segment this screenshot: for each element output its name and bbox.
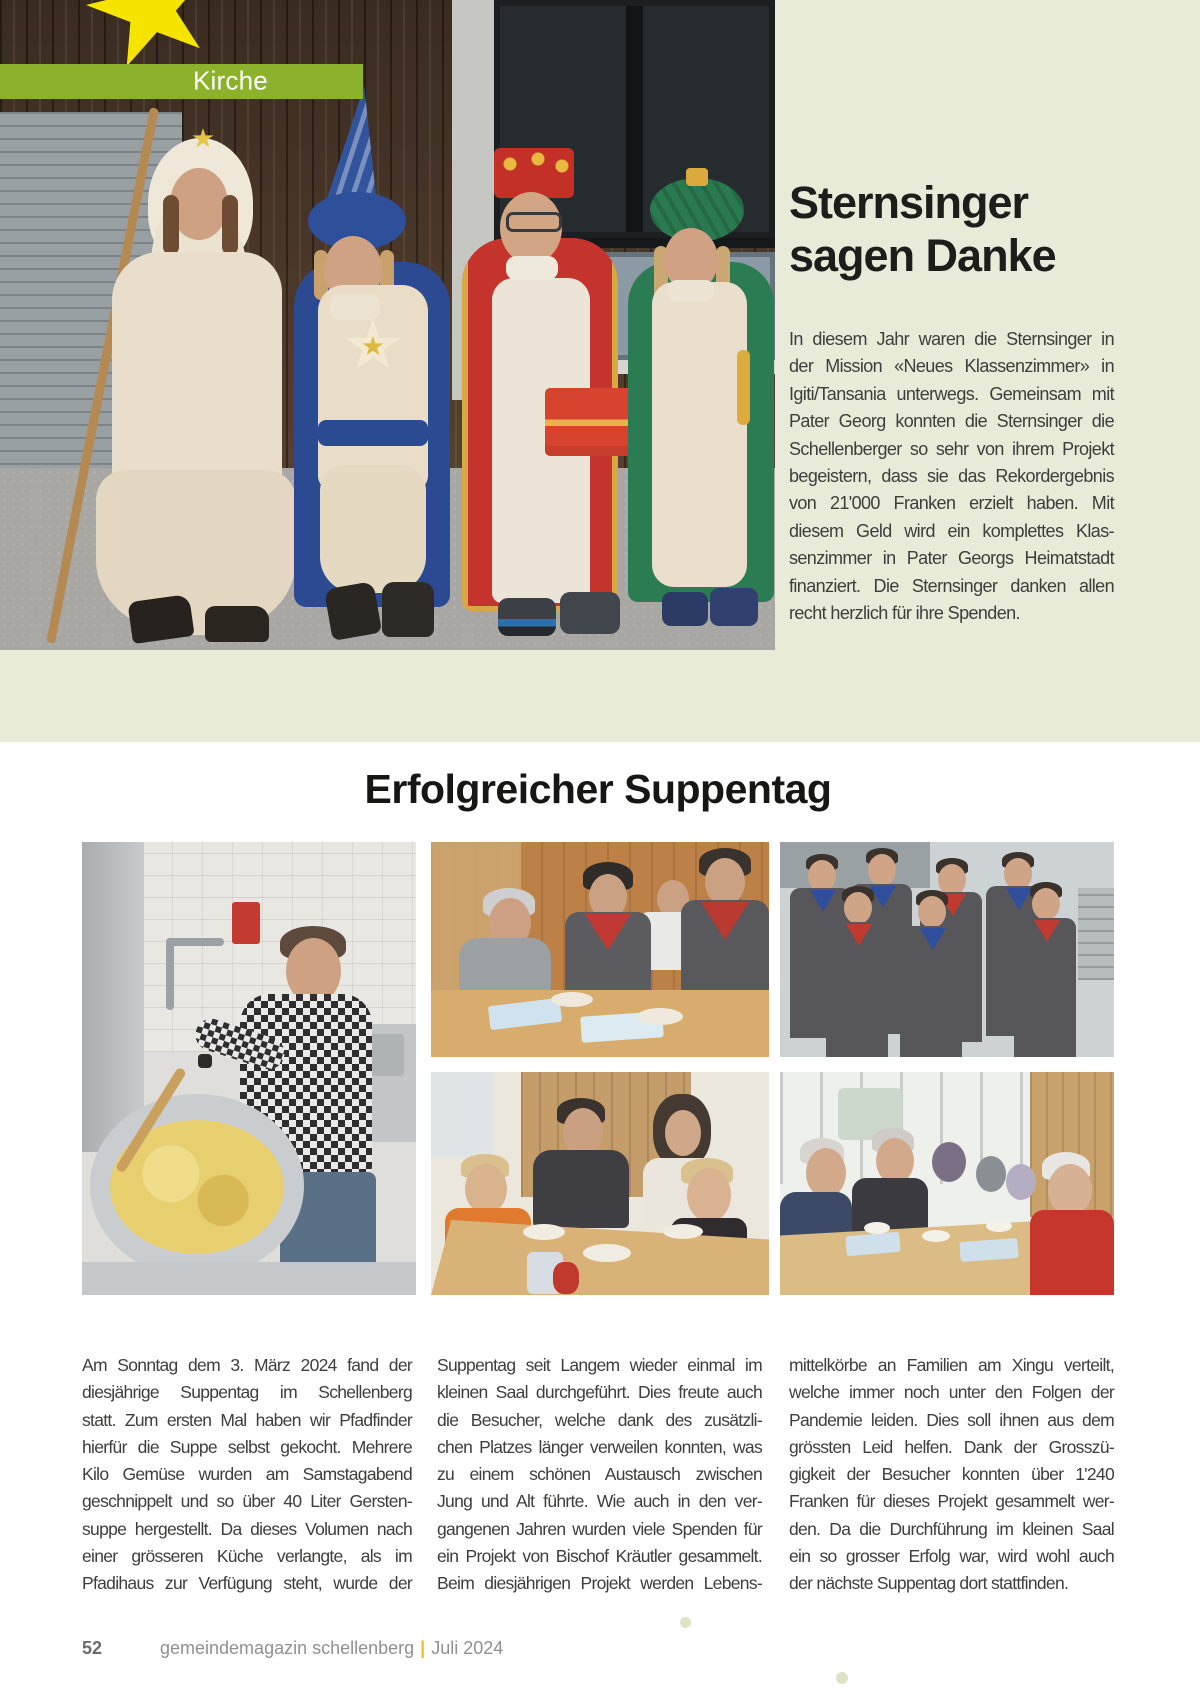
soup-bowl: [637, 1008, 683, 1025]
faucet: [166, 938, 224, 946]
text-line: Kilo Gemüse wurden am Samstagabend: [82, 1464, 412, 1485]
text-line: der nächste Suppentag dort stattfinden.: [789, 1573, 1069, 1594]
article-body: [789, 326, 1114, 627]
father-face: [563, 1108, 603, 1156]
mother-face: [665, 1110, 701, 1156]
text-line: Igiti/Tansania unterwegs. Gemeinsam mit: [789, 383, 1114, 404]
text-line: zu einem schönen Austausch zwischen: [437, 1464, 762, 1485]
text-line: Jung und Alt führte. Wie auch in den ver-: [437, 1491, 762, 1512]
suppentag-title: Erfolgreicher Suppentag: [364, 766, 832, 812]
page-number: 52: [82, 1638, 103, 1658]
scout-face: [844, 892, 872, 924]
kitchen-cook-photo: [82, 842, 416, 1295]
text-line: hierfür die Suppe selbst gekocht. Mehrere: [82, 1436, 412, 1457]
kirche-badge-label: Kirche: [193, 64, 268, 95]
faucet: [166, 938, 174, 1010]
text-line: Pater Georg konnten die Sternsinger die: [789, 411, 1114, 432]
red-crown: [494, 148, 574, 198]
text-line: mittelkörbe an Familien am Xingu verteilt,: [789, 1355, 1114, 1375]
kirche-badge: [0, 64, 363, 99]
scout-group-photo: [780, 842, 1114, 1057]
boot: [324, 581, 382, 641]
text-line: recht herzlich für ihre Spenden.: [789, 603, 1020, 624]
text-line: gigkeit der Besucher konnten über 1'240: [789, 1464, 1114, 1485]
text-line: die Besucher, welche dank des zusätzli-: [437, 1409, 762, 1430]
decorative-dot: [680, 1617, 691, 1628]
text-line: finanziert. Die Sternsinger danken allen: [789, 575, 1114, 596]
juice-jug: [553, 1262, 579, 1294]
senior-face: [806, 1148, 846, 1198]
senior-face: [1048, 1164, 1092, 1216]
hair: [222, 195, 238, 255]
boot: [127, 594, 194, 644]
footer-text: [160, 1638, 503, 1659]
scout-face: [918, 896, 946, 928]
text-line: diesem Geld wird ein komplettes Klas-: [789, 520, 1114, 541]
text-line: begeistern, dass sie das Rekordergebnis: [789, 466, 1114, 487]
cup: [986, 1220, 1012, 1232]
text-line: Pandemie leiden. Dies soll ihnen aus dem: [789, 1409, 1114, 1430]
sneaker: [560, 592, 620, 634]
footer-magazine: gemeindemagazin schellenberg: [160, 1638, 415, 1658]
text-line: einer grösseren Küche verlangte, als im: [82, 1546, 412, 1567]
text-line: von 21'000 Franken erzielt haben. Mit: [789, 493, 1114, 514]
sneaker: [498, 598, 556, 636]
text-line: ein so grosser Erfolg war, wird wohl auch: [789, 1546, 1114, 1567]
text-line: der Mission «Neues Klassenzimmer» in: [789, 356, 1114, 377]
guest-head: [1006, 1164, 1036, 1200]
blue-sash: [318, 420, 428, 446]
boy-face: [465, 1164, 507, 1214]
collar: [330, 294, 380, 320]
cup: [864, 1222, 890, 1234]
girl-face: [687, 1168, 731, 1222]
suppentag-column-3: [789, 1352, 1114, 1598]
text-line: statt. Zum ersten Mal haben wir Pfadfinder: [82, 1409, 412, 1430]
text-line: Franken für dieses Projekt gesammelt wer-: [789, 1491, 1114, 1512]
scout-face: [705, 858, 745, 906]
text-line: suppe hergestellt. Da dieses Volumen nach: [82, 1518, 412, 1539]
guest-head: [976, 1156, 1006, 1192]
guest-head: [932, 1142, 966, 1182]
text-line: den. Da die Durchführung im kleinen Saal: [789, 1518, 1114, 1539]
decorative-dot: [836, 1672, 848, 1684]
window: [431, 1072, 493, 1157]
suppentag-column-1: [82, 1352, 412, 1598]
boot: [382, 582, 434, 637]
boot: [205, 606, 269, 642]
glasses-icon: [506, 212, 562, 232]
soup-bowl: [523, 1224, 565, 1240]
hair: [163, 195, 179, 255]
red-sweater: [1030, 1210, 1114, 1295]
steel-hood: [82, 842, 144, 1152]
collar: [506, 256, 558, 280]
text-line: In diesem Jahr waren die Sternsinger in: [789, 329, 1114, 349]
gold-jewel-icon: [686, 168, 708, 186]
scout-face: [868, 854, 896, 886]
kitchen-hood: [780, 842, 930, 888]
soap-dispenser: [232, 902, 260, 944]
watch-icon: [198, 1054, 212, 1068]
gold-tassel: [737, 350, 750, 425]
article-title-line1: Sternsinger: [789, 177, 1029, 228]
scout-face: [1032, 888, 1060, 920]
cream-pants: [320, 465, 426, 593]
text-line: grössten Leid helfen. Dank der Grosszü-: [789, 1436, 1114, 1457]
soup-bowl: [663, 1224, 703, 1239]
sternsinger-article: [789, 176, 1114, 627]
text-line: kleinen Saal durchgeführt. Dies freute auch: [437, 1382, 762, 1403]
footer-issue: Juli 2024: [431, 1638, 504, 1658]
cream-robe: [652, 282, 747, 587]
dark-shirt: [533, 1150, 629, 1228]
text-line: diesjährige Suppentag im Schellenberg: [82, 1382, 412, 1403]
text-line: Schellenberger so sehr von ihrem Projekt: [789, 438, 1114, 459]
article-title: [789, 176, 1114, 282]
suppentag-column-2: [437, 1352, 762, 1598]
soup-bowl: [551, 992, 593, 1007]
footer-separator: |: [420, 1638, 426, 1658]
text-line: welche immer noch unter den Folgen der: [789, 1382, 1114, 1403]
red-donation-box: [545, 388, 633, 456]
text-line: gangenen Jahren wurden viele Spenden für: [437, 1518, 762, 1539]
article-title-line2: sagen Danke: [789, 230, 1056, 281]
shoe: [662, 592, 708, 626]
cup: [922, 1230, 950, 1242]
seniors-table-photo: [780, 1072, 1114, 1295]
shoe: [710, 588, 758, 626]
text-line: Am Sonntag dem 3. März 2024 fand der: [82, 1355, 412, 1375]
soup-bowl: [583, 1244, 631, 1262]
text-line: ein Projekt von Bischof Kräutler gesammelt.: [437, 1546, 762, 1567]
placemat: [959, 1238, 1018, 1262]
text-line: Beim diesjährigen Projekt werden Lebens-: [437, 1573, 762, 1594]
tray-shelf: [1078, 888, 1114, 980]
white-skirt: [96, 470, 296, 635]
collar: [668, 280, 714, 302]
text-line: Suppentag seit Langem wieder einmal im: [437, 1355, 762, 1375]
text-line: Pfadihaus zur Verfügung steht, wurde der: [82, 1573, 412, 1594]
scouts-serving-photo: [431, 842, 769, 1057]
text-line: geschnippelt und so über 40 Liter Gersten-: [82, 1491, 412, 1512]
text-line: chen Platzes länger verweilen konnten, was: [437, 1436, 762, 1457]
text-line: senzimmer in Pater Georgs Heimatstadt: [789, 548, 1114, 569]
family-table-photo: [431, 1072, 769, 1295]
scout-uniform: [1014, 918, 1076, 1057]
kettle-front: [82, 1262, 416, 1295]
